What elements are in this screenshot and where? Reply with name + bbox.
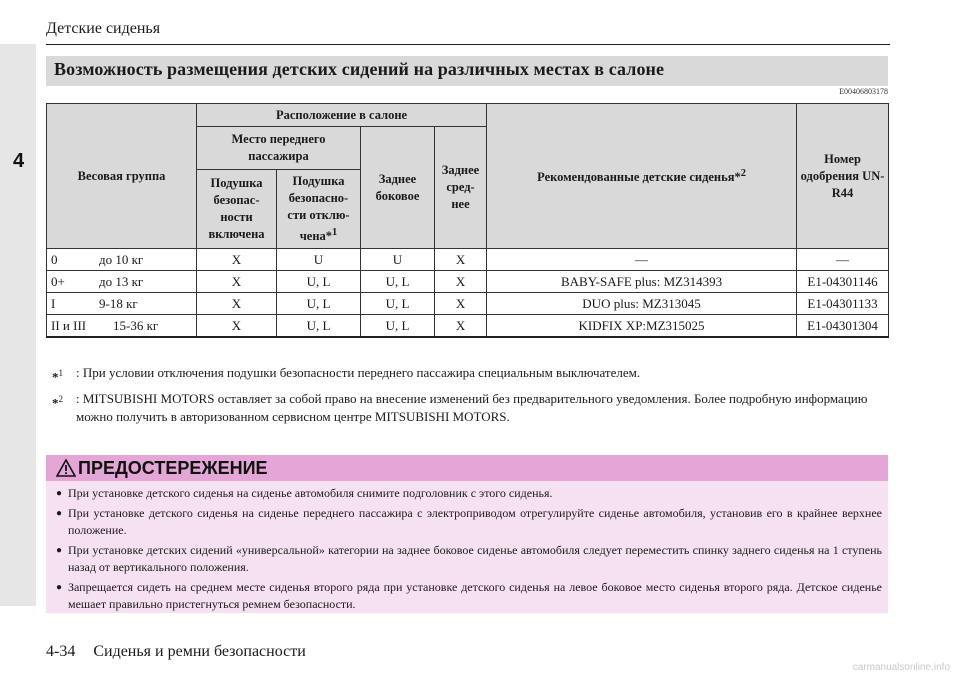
table-row bbox=[47, 271, 889, 293]
footnote-1: *$^1$ : При условии отключения подушки безопасности переднего пассажира специальным выключателем. bbox=[52, 365, 641, 385]
table-row bbox=[47, 293, 889, 315]
weight-group-cell: I 9-18 кг bbox=[47, 293, 197, 315]
approval-cell: E1-04301304 bbox=[797, 315, 889, 338]
bullet-icon: ● bbox=[56, 545, 63, 556]
header-rear-side: Заднее боковое bbox=[361, 127, 435, 249]
approval-cell: E1-04301133 bbox=[797, 293, 889, 315]
warning-header bbox=[46, 455, 888, 481]
rear-side-cell: U, L bbox=[361, 293, 435, 315]
header-weight-group: Весовая группа bbox=[47, 104, 197, 249]
recommended-seat-cell: — bbox=[487, 249, 797, 271]
footnotes bbox=[52, 364, 892, 430]
airbag-off-cell: U, L bbox=[277, 293, 361, 315]
bullet-icon: ● bbox=[56, 488, 63, 499]
airbag-on-cell: X bbox=[197, 249, 277, 271]
bullet-icon: ● bbox=[56, 508, 63, 519]
warning-title: ПРЕДОСТЕРЕЖЕНИЕ bbox=[78, 458, 268, 478]
header-rear-center: Заднее сред-нее bbox=[435, 127, 487, 249]
rear-center-cell: X bbox=[435, 315, 487, 338]
footnote-2: *$^2$ : MITSUBISHI MOTORS оставляет за собой право на внесение изменений без предварительного уведомления. Более подробную информацию можно получить в авторизованном сервисном центре MITSUBISHI MOTORS. bbox=[52, 390, 892, 426]
running-title: Детские сиденья bbox=[46, 20, 161, 37]
bullet-icon: ● bbox=[56, 582, 63, 593]
approval-cell: E1-04301146 bbox=[797, 271, 889, 293]
warning-list bbox=[56, 485, 882, 616]
watermark: carmanualsonline.info bbox=[852, 662, 950, 673]
rear-center-cell: X bbox=[435, 293, 487, 315]
weight-group-cell: II и III 15-36 кг bbox=[47, 315, 197, 338]
table-row bbox=[47, 315, 889, 338]
section-title: Возможность размещения детских сидений на различных местах в салоне bbox=[54, 59, 665, 79]
approval-cell: — bbox=[797, 249, 889, 271]
airbag-on-cell: X bbox=[197, 271, 277, 293]
page-number: 4-34 bbox=[46, 643, 76, 660]
recommended-seat-cell: BABY-SAFE plus: MZ314393 bbox=[487, 271, 797, 293]
section-code: E00406803178 bbox=[839, 87, 888, 96]
header-approval: Номер одобрения UN-R44 bbox=[797, 104, 889, 249]
chapter-title: Сиденья и ремни безопасности bbox=[93, 643, 306, 660]
footnote-text: : При условии отключения подушки безопасности переднего пассажира специальным выключателем. bbox=[76, 365, 641, 380]
recommended-seat-cell: KIDFIX XP:MZ315025 bbox=[487, 315, 797, 338]
rear-side-cell: U, L bbox=[361, 315, 435, 338]
airbag-off-cell: U, L bbox=[277, 315, 361, 338]
list-item: ● При установке детских сидений «универсальной» категории на заднее боковое сиденье автомобиля следует переместить спинку заднего сиденья на 1 ступень назад от вертикального положения. bbox=[56, 543, 882, 574]
airbag-off-cell: U, L bbox=[277, 271, 361, 293]
airbag-off-cell: U bbox=[277, 249, 361, 271]
header-rule bbox=[46, 44, 890, 45]
table-row bbox=[47, 249, 889, 271]
header-front-passenger: Место переднего пассажира bbox=[197, 127, 361, 170]
recommended-seat-cell: DUO plus: MZ313045 bbox=[487, 293, 797, 315]
section-heading bbox=[46, 56, 888, 86]
chapter-number: 4 bbox=[13, 150, 25, 172]
header-recommended: Рекомендованные детские сиденья*$^2$ bbox=[487, 104, 797, 249]
header-location: Расположение в салоне bbox=[197, 104, 487, 127]
header-airbag-on: Подушка безопас-ности включена bbox=[197, 170, 277, 249]
airbag-on-cell: X bbox=[197, 293, 277, 315]
rear-side-cell: U, L bbox=[361, 271, 435, 293]
rear-center-cell: X bbox=[435, 249, 487, 271]
warning-triangle-icon bbox=[56, 459, 76, 477]
page-footer bbox=[46, 643, 306, 661]
weight-group-cell: 0+ до 13 кг bbox=[47, 271, 197, 293]
header-airbag-off: Подушка безопасно-сти отклю-чена*$^1$ bbox=[277, 170, 361, 249]
list-item: ● При установке детского сиденья на сиденье переднего пассажира с электроприводом отрегулируйте сиденье автомобиля, установив его в крайнее верхнее положение. bbox=[56, 506, 882, 537]
footnote-text: : MITSUBISHI MOTORS оставляет за собой право на внесение изменений без предварительного уведомления. Более подробную информацию можно получить в авторизованном сервисном центре MITSUBISHI MOTORS. bbox=[76, 391, 868, 425]
list-item: ● При установке детского сиденья на сиденье автомобиля снимите подголовник с этого сиденья. bbox=[56, 486, 553, 500]
list-item: ● Запрещается сидеть на среднем месте сиденья второго ряда при установке детского сиденья на левое боковое место сиденья второго ряда. Детское сиденье мешает правильно пристегнуться ремнем безопасности. bbox=[56, 580, 882, 611]
chapter-sidebar bbox=[0, 44, 36, 606]
weight-group-cell: 0 до 10 кг bbox=[47, 249, 197, 271]
rear-center-cell: X bbox=[435, 271, 487, 293]
rear-side-cell: U bbox=[361, 249, 435, 271]
airbag-on-cell: X bbox=[197, 315, 277, 338]
warning-box bbox=[46, 455, 888, 613]
child-seat-table bbox=[46, 103, 889, 338]
